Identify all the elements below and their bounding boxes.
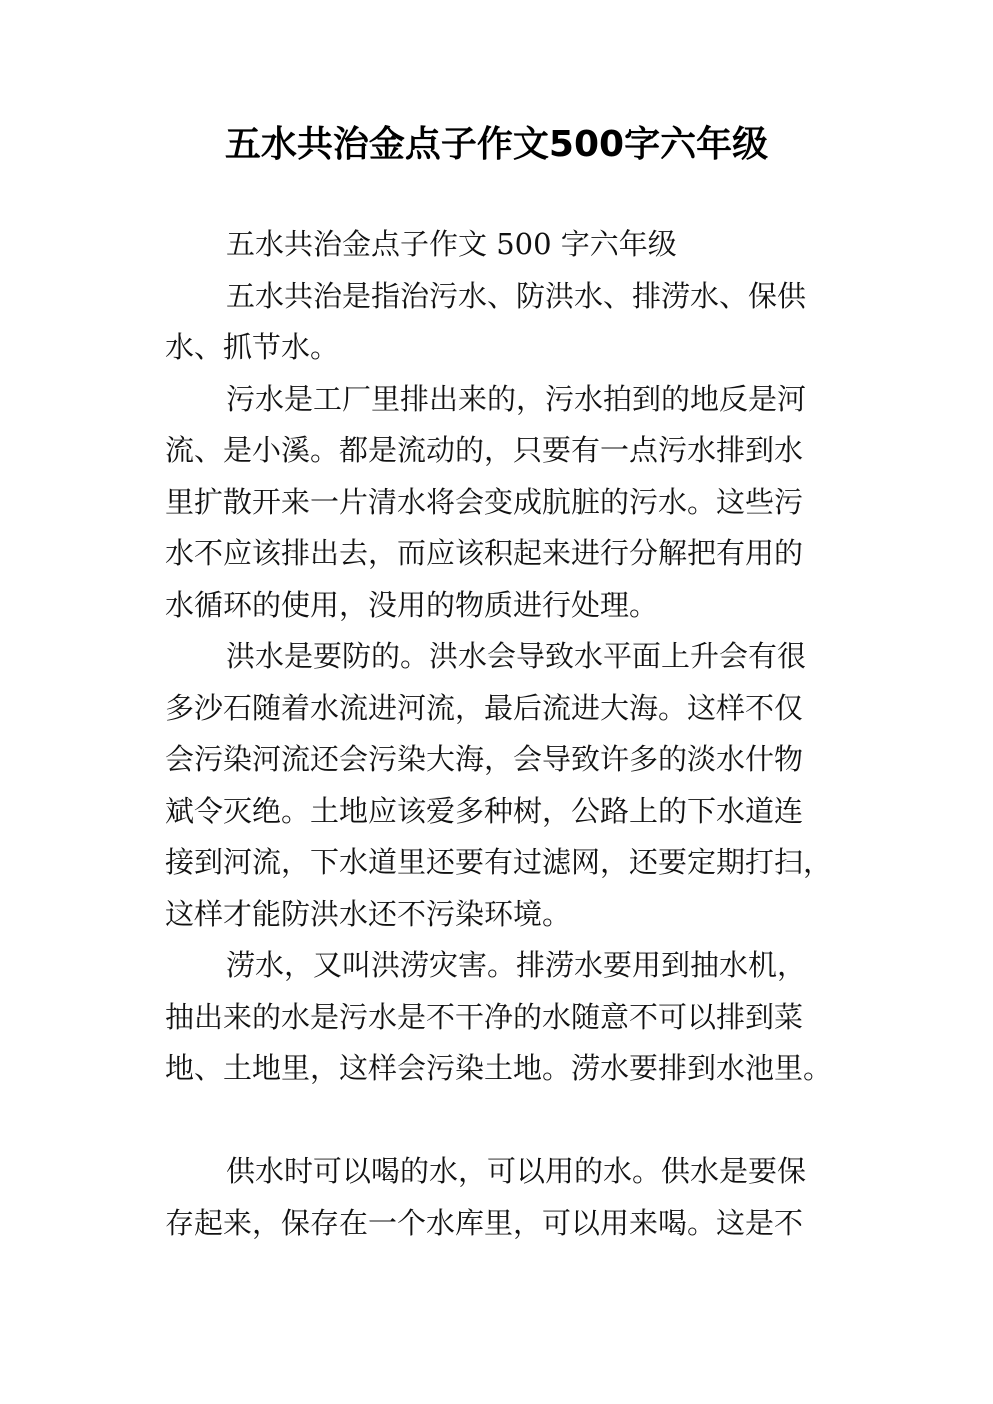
- paragraph-water-supply: [165, 1146, 829, 1249]
- text-line: 抽出来的水是污水是不干净的水随意不可以排到菜: [165, 999, 804, 1034]
- paragraph-intro: [165, 271, 829, 374]
- text-line: 接到河流，下水道里还要有过滤网，还要定期打扫，: [165, 845, 833, 879]
- text-line: 污水是工厂里排出来的，污水拍到的地反是河: [226, 381, 807, 416]
- text-line: 里扩散开来一片清水将会变成肮脏的污水。这些污: [165, 484, 804, 519]
- paragraph-spacer: [165, 1095, 829, 1147]
- text-line: 水、抓节水。: [165, 330, 340, 364]
- paragraph-sewage: [165, 374, 829, 632]
- text-line: 多沙石随着水流进河流，最后流进大海。这样不仅: [165, 690, 804, 725]
- document-body: [165, 219, 833, 1249]
- text-line: 地、土地里，这样会污染土地。涝水要排到水池里。: [165, 1051, 833, 1085]
- paragraph-waterlogging: [165, 940, 833, 1095]
- text-line: 供水时可以喝的水，可以用的水。供水是要保: [226, 1154, 807, 1188]
- text-line: 水循环的使用，没用的物质进行处理。: [165, 587, 659, 622]
- paragraph-subtitle: [165, 219, 829, 271]
- text-line: 涝水，又叫洪涝灾害。排涝水要用到抽水机，: [226, 948, 807, 982]
- text-line: 流、是小溪。都是流动的，只要有一点污水排到水: [165, 433, 804, 467]
- text-line: 斌令灭绝。土地应该爱多种树，公路上的下水道连: [165, 793, 804, 828]
- text-line: 五水共治是指治污水、防洪水、排涝水、保供: [226, 278, 807, 313]
- text-line: 会污染河流还会污染大海，会导致许多的淡水什物: [165, 742, 804, 776]
- paragraph-flood: [165, 631, 833, 940]
- text-line: 这样才能防洪水还不污染环境。: [165, 896, 572, 931]
- text-line: 水不应该排出去，而应该积起来进行分解把有用的: [165, 536, 804, 570]
- page-title: 五水共治金点子作文500字六年级: [224, 124, 769, 165]
- text-line: 洪水是要防的。洪水会导致水平面上升会有很: [226, 639, 807, 673]
- text-line: 存起来，保存在一个水库里，可以用来喝。这是不: [165, 1205, 804, 1240]
- text-line: 五水共治金点子作文 500 字六年级: [226, 227, 677, 261]
